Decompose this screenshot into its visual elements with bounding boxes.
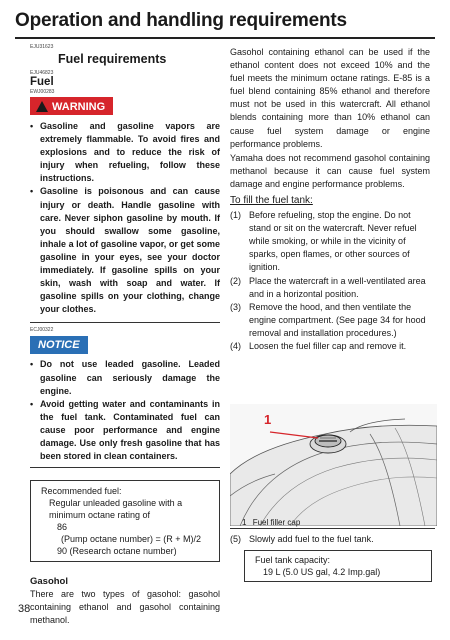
step-text: Remove the hood, and then ventilate the engine compartment. (See page 34 for hood removal and installation procedures.) — [249, 301, 426, 338]
ethanol-paragraph: Gasohol containing ethanol can be used if the ethanol content does not exceed 10% and the fuel meets the minimum octane ratings. E-85 is a fuel blend containing 85% ethanol and therefore must not be used in this watercraft. All ethanol blends containing more than 10% ethanol can cause fuel system damage or engine performance problems. — [230, 47, 430, 149]
step-number: (4) — [230, 340, 241, 351]
step-number: (5) — [230, 534, 241, 544]
caption-text: Fuel filler cap — [252, 518, 301, 527]
gasohol-text: There are two types of gasohol: gasohol containing ethanol and gasohol containing methanol. — [30, 589, 220, 626]
step-text: Place the watercraft in a well-ventilated area and in a horizontal position. — [249, 275, 426, 299]
section-title: Fuel requirements — [58, 52, 167, 66]
step-text: Before refueling, stop the engine. Do not stand or sit on the watercraft. Never refuel while smoking, or while in the vicinity of sparks, open flames, or other sources of ignition. — [249, 210, 417, 273]
step-item — [230, 340, 430, 353]
divider — [30, 467, 220, 468]
doc-code: EWJ00283 — [30, 89, 55, 95]
warning-triangle-icon — [36, 101, 48, 112]
title-divider — [15, 37, 435, 39]
fuel-filler-illustration — [230, 404, 437, 526]
page-title: Operation and handling requirements — [15, 10, 347, 31]
step-item — [230, 533, 430, 546]
right-column — [230, 46, 430, 353]
gasohol-heading: Gasohol — [30, 576, 69, 588]
fill-tank-heading: To fill the fuel tank: — [230, 195, 313, 207]
box-line: 90 (Research octane number) — [57, 546, 177, 557]
divider — [230, 528, 435, 529]
step-item — [230, 209, 430, 274]
box-line: Recommended fuel: — [41, 486, 122, 497]
step-text: Loosen the fuel filler cap and remove it. — [249, 340, 407, 351]
steps-list — [230, 533, 430, 546]
step-item — [230, 301, 430, 340]
steps-list — [230, 209, 430, 353]
recommended-fuel-box — [30, 480, 220, 562]
list-item: • Gasoline is poisonous and can cause injury or death. Handle gasoline with care. Never siphon gasoline by mouth. If you should swallow some gasoline, inhale a lot of gasoline vapor, or get some gasoline in your eyes, see your doctor immediately. If gasoline spills on your skin, wash with soap and water. If gasoline spills on your clothing, change your clothes. — [30, 185, 220, 316]
notice-list — [30, 358, 220, 463]
list-item: • Gasoline and gasoline vapors are extremely flammable. To avoid fires and explosions and to reduce the risk of injury when refueling, follow these instructions. — [30, 120, 220, 185]
caption-number: 1 — [242, 518, 247, 527]
notice-badge: NOTICE — [30, 336, 88, 354]
callout-number: 1 — [264, 412, 272, 427]
methanol-paragraph: Yamaha does not recommend gasohol containing methanol because it can cause fuel system damage and engine performance problems. — [230, 152, 430, 189]
page-number: 38 — [18, 603, 31, 615]
warning-list — [30, 120, 220, 316]
left-column — [30, 44, 220, 627]
watercraft-deck-drawing — [230, 404, 437, 526]
box-line: minimum octane rating of — [49, 510, 151, 521]
box-line: 86 — [57, 522, 68, 533]
doc-code: ECJ00322 — [30, 327, 54, 334]
list-item: • Avoid getting water and contaminants in the fuel tank. Contaminated fuel can cause poor performance and engine damage. Use only fresh gasoline that has been stored in clean containers. — [30, 398, 220, 463]
doc-code: EJU31623 — [30, 44, 54, 50]
warning-label: WARNING — [52, 101, 106, 113]
figure-caption — [242, 518, 300, 527]
warning-badge — [30, 97, 113, 115]
step-number: (2) — [230, 275, 241, 286]
step-item — [230, 275, 430, 301]
box-line: Fuel tank capacity: — [255, 555, 331, 565]
box-line: 19 L (5.0 US gal, 4.2 Imp.gal) — [263, 567, 381, 577]
list-item: • Do not use leaded gasoline. Leaded gasoline can seriously damage the engine. — [30, 358, 220, 397]
box-line: (Pump octane number) = (R + M)/2 — [61, 534, 202, 545]
step-number: (1) — [230, 210, 241, 221]
doc-code: EJU46823 — [30, 70, 54, 76]
step-five — [230, 533, 430, 546]
step-number: (3) — [230, 301, 241, 312]
box-line: Regular unleaded gasoline with a — [49, 498, 183, 509]
fuel-heading: Fuel — [30, 76, 54, 88]
step-text: Slowly add fuel to the fuel tank. — [249, 534, 374, 544]
divider — [30, 322, 220, 323]
fuel-capacity-box — [244, 550, 432, 582]
